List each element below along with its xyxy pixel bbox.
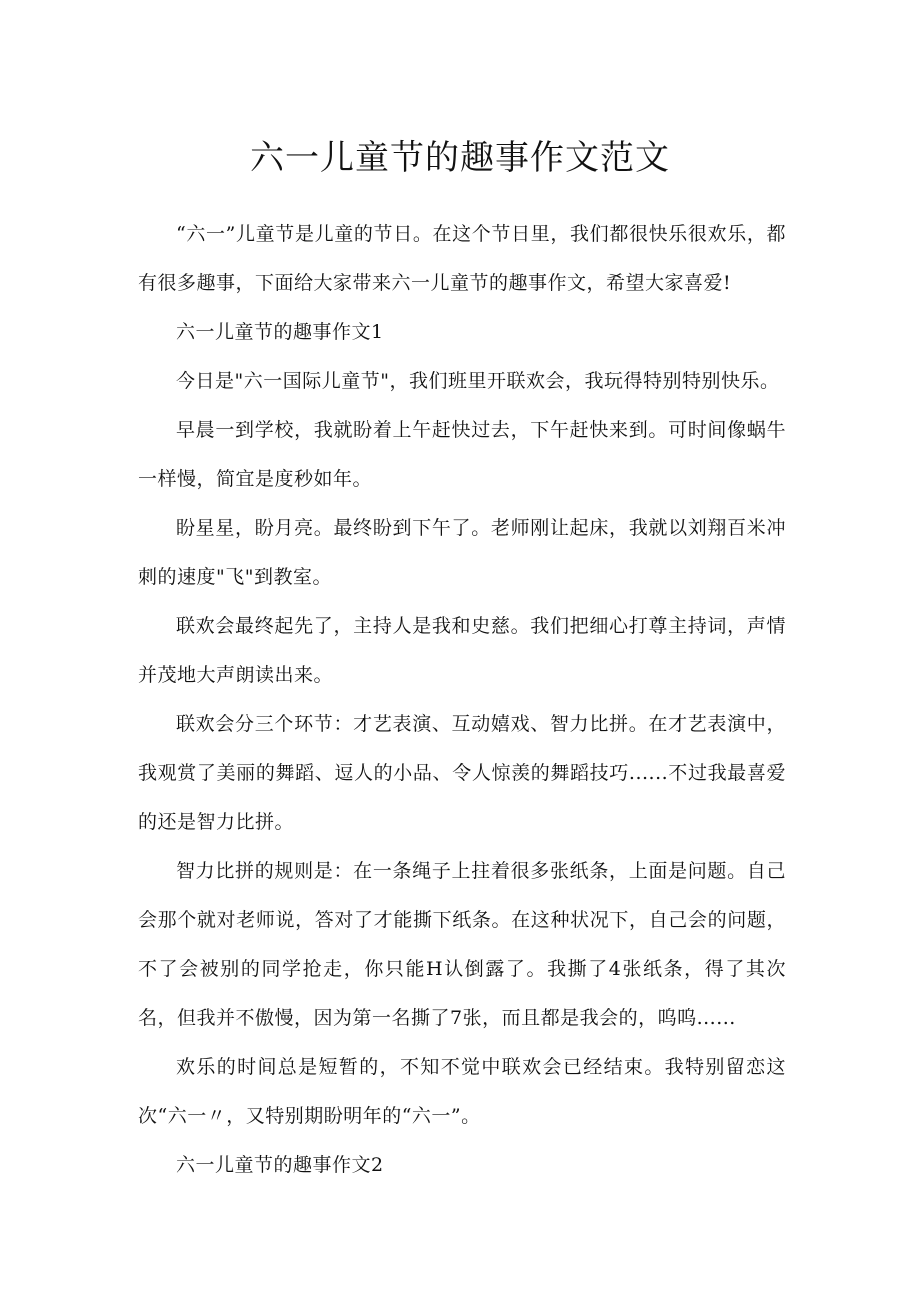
section-heading-1: 六一儿童节的趣事作文1	[176, 321, 384, 343]
body-paragraph: 联欢会最终起先了，主持人是我和史慈。我们把细心打尊主持词，声情并茂地大声朗读出来。	[138, 615, 786, 686]
body-paragraph: 盼星星，盼月亮。最终盼到下午了。老师刚让起床，我就以刘翔百米冲刺的速度"飞"到教室。	[138, 517, 786, 588]
section-heading-2: 六一儿童节的趣事作文2	[176, 1154, 384, 1176]
body-paragraph: 今日是"六一国际儿童节"，我们班里开联欢会，我玩得特别特别快乐。	[176, 370, 780, 392]
body-paragraph: 智力比拼的规则是：在一条绳子上拄着很多张纸条，上面是问题。自己会那个就对老师说，答对了才能撕下纸条。在这种状况下，自己会的问题，不了会被别的同学抢走，你只能H认倒露了。我撕了4张纸条，得了其次名，但我并不傲慢，因为第一名撕了7张，而且都是我会的，呜呜......	[138, 860, 786, 1029]
body-paragraph: 欢乐的时间总是短暂的，不知不觉中联欢会已经结束。我特别留恋这次“六一〃，又特别期盼明年的“六一”。	[138, 1056, 786, 1127]
body-paragraph: 早晨一到学校，我就盼着上午赶快过去，下午赶快来到。可时间像蜗牛一样慢，简宜是度秒如年。	[138, 419, 786, 490]
document-title: 六一儿童节的趣事作文范文	[250, 138, 670, 178]
intro-paragraph: “六一”儿童节是儿童的节日。在这个节日里，我们都很快乐很欢乐，都有很多趣事，下面给大家带来六一儿童节的趣事作文，希望大家喜爱!	[138, 223, 786, 294]
body-paragraph: 联欢会分三个环节：才艺表演、互动嬉戏、智力比拼。在才艺表演中，我观赏了美丽的舞蹈、逗人的小品、令人惊羡的舞蹈技巧......不过我最喜爱的还是智力比拼。	[138, 713, 786, 833]
